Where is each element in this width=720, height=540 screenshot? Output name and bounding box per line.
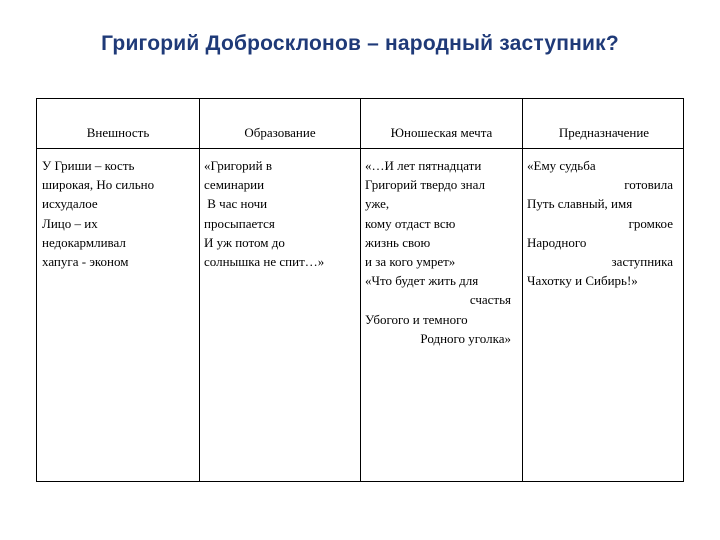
cell-line: Родного уголка» (420, 330, 511, 346)
header-appearance: Внешность (86, 125, 150, 140)
cell-line: У Гриши – кость (42, 158, 135, 173)
cell-line: «Ему судьба (527, 158, 596, 173)
cell-line: Убогого и темного (365, 311, 468, 327)
cell-line: Лицо – их (42, 215, 98, 231)
cell-line: уже, (365, 196, 390, 212)
cell-youthful-dream (365, 156, 511, 348)
header-youthful-dream: Юношеская мечта (390, 125, 493, 140)
header-destiny: Предназначение (558, 125, 650, 140)
column-divider (522, 99, 523, 481)
cell-line: громкое (628, 215, 673, 231)
cell-line: «Что будет жить для (365, 273, 479, 289)
slide-title: Григорий Добросклонов – народный заступник? (101, 32, 619, 55)
cell-line: счастья (469, 292, 511, 308)
cell-line: готовила (624, 177, 673, 193)
cell-line: Григорий твердо знал (365, 177, 485, 193)
cell-line: широкая, Но сильно (42, 177, 155, 193)
cell-appearance (42, 156, 197, 271)
cell-line: кому отдаст всю (365, 215, 456, 231)
comparison-table (36, 98, 684, 482)
cell-line: исхудалое (42, 196, 98, 212)
cell-line: Чахотку и Сибирь!» (527, 273, 638, 289)
cell-line: И уж потом до (204, 234, 285, 250)
header-divider (37, 148, 683, 149)
cell-line: заступника (611, 254, 673, 270)
cell-line: Народного (527, 234, 587, 250)
cell-line: просыпается (204, 215, 275, 231)
cell-line: солнышка не спит…» (204, 254, 325, 270)
cell-line: семинарии (204, 177, 265, 193)
cell-line: «…И лет пятнадцати (365, 158, 482, 173)
column-divider (360, 99, 361, 481)
cell-line: жизнь свою (365, 234, 431, 250)
cell-line: и за кого умрет» (365, 254, 456, 270)
cell-destiny (527, 156, 673, 290)
cell-education (204, 156, 358, 271)
column-divider (199, 99, 200, 481)
cell-line: недокармливал (42, 234, 126, 250)
cell-line: Путь славный, имя (527, 196, 633, 212)
cell-line: В час ночи (204, 196, 268, 212)
cell-line: «Григорий в (204, 158, 272, 173)
header-education: Образование (244, 125, 316, 140)
cell-line: хапуга - эконом (42, 254, 129, 270)
